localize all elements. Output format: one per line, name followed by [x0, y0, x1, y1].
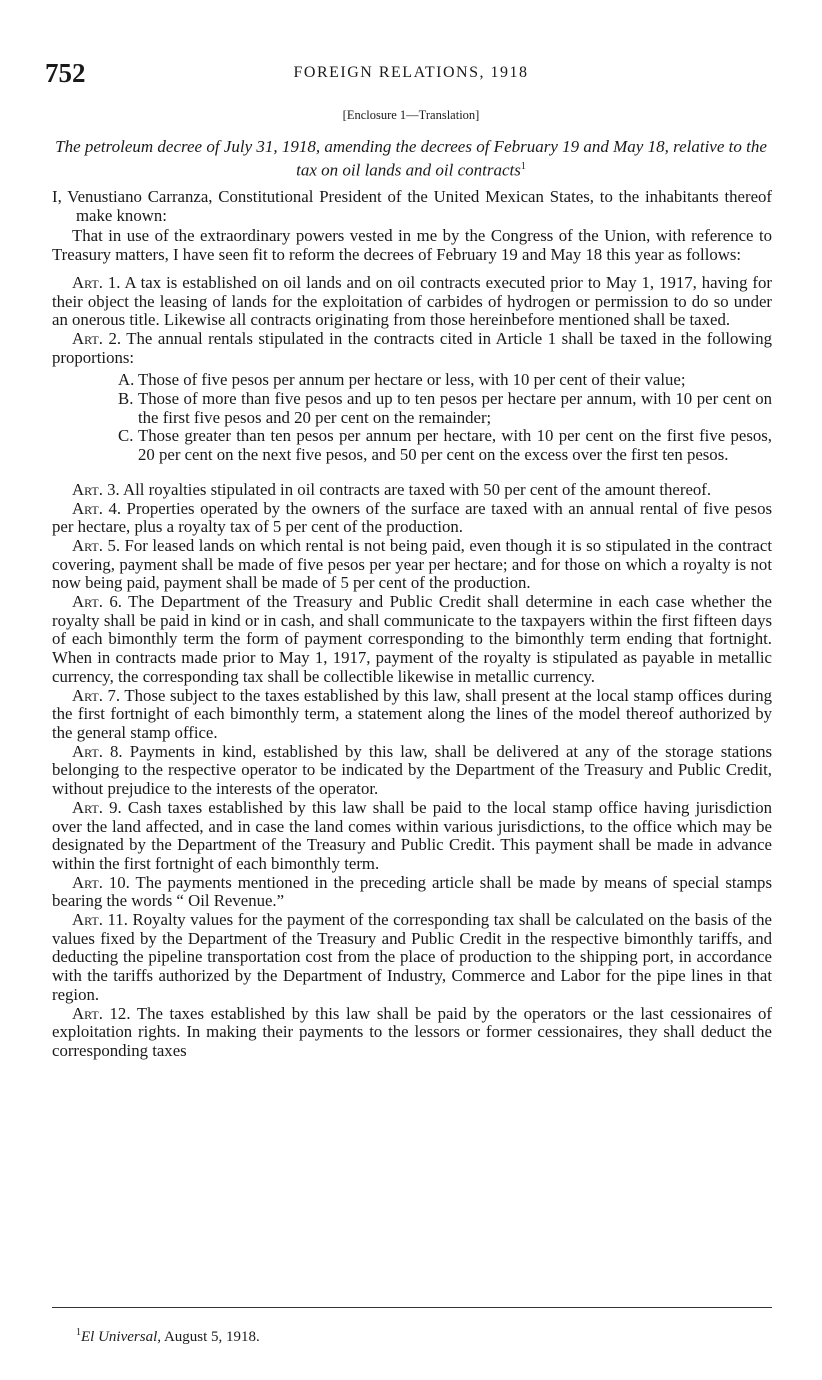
- schedule-item: [118, 371, 772, 390]
- title-footnote-mark: 1: [520, 161, 526, 172]
- document-title: [52, 137, 770, 181]
- schedule-text: Those of more than five pesos and up to ten pesos per hectare per annum, with 10 per cent on the first five pesos and 20 per cent on the remainder;: [138, 389, 772, 427]
- article-4: [52, 500, 772, 537]
- article-label: Art. 6.: [72, 592, 122, 612]
- enclosure-label: [Enclosure 1—Translation]: [342, 108, 480, 122]
- article-label: Art. 10.: [72, 872, 130, 892]
- article-6: [52, 593, 772, 687]
- proclamation: I, Venustiano Carranza, Constitutional President of the United Mexican States, to the inhabitants thereof make known:: [52, 187, 772, 225]
- schedule-letter: A.: [118, 370, 135, 390]
- schedule-item: [118, 427, 772, 464]
- article-label: Art. 11.: [72, 910, 128, 930]
- article-text: For leased lands on which rental is not being paid, even though it is so stipulated in the contract covering, payment shall be made of five pesos per year per hectare; and for those on which a royalty is not now being paid, payment shall be made of 5 per cent of the production.: [52, 535, 772, 593]
- schedule-text: Those of five pesos per annum per hectare or less, with 10 per cent of their value;: [138, 370, 686, 390]
- article-label: Art. 2.: [72, 328, 122, 348]
- article-12: [52, 1005, 772, 1061]
- footnote-source: El Universal,: [81, 1329, 161, 1345]
- article-label: Art. 5.: [72, 535, 121, 555]
- article-text: Properties operated by the owners of the surface are taxed with an annual rental of five pesos per hectare, plus a royalty tax of 5 per cent of the production.: [52, 498, 772, 537]
- footnote-divider: [52, 1307, 772, 1308]
- article-label: Art. 8.: [72, 741, 123, 761]
- article-text: The taxes established by this law shall be paid by the operators or the last cessionaires of exploitation rights. In making their payments to the lessors or former cessionaires, they shall deduct the corresponding taxes: [52, 1003, 772, 1060]
- schedule-text: Those greater than ten pesos per annum per hectare, with 10 per cent on the first five pesos, 20 per cent on the next five pesos, and 50 per cent on the excess over the first ten pesos.: [138, 426, 772, 465]
- article-7: [52, 687, 772, 743]
- article-text: Cash taxes established by this law shall be paid to the local stamp office having jurisdiction over the land affected, and in case the land comes within various jurisdictions, to the office which may be designated by the Department of the Treasury and Public Credit. This payment shall be made in advance within the first fortnight of each bimonthly term.: [52, 797, 772, 873]
- article-text: The payments mentioned in the preceding article shall be made by means of special stamps bearing the words “ Oil Revenue.”: [52, 872, 772, 911]
- article-label: Art. 1.: [72, 272, 121, 292]
- schedule-item: [118, 390, 772, 427]
- article-label: Art. 3.: [72, 479, 120, 499]
- schedule-letter: B.: [118, 389, 134, 409]
- article-label: Art. 9.: [72, 797, 122, 817]
- article-label: Art. 4.: [72, 498, 122, 518]
- article-text: Royalty values for the payment of the corresponding tax shall be calculated on the basis of the values fixed by the Department of the Treasury and Public Credit in the respective bimonthly tariffs, and deducting the pipeline transportation cost from the place of production to the shipping port, in accordance with the tariffs authorized by the Department of Industry, Commerce and Labor for the pipe lines in that region.: [52, 910, 773, 1004]
- schedule-letter: C.: [118, 426, 134, 446]
- article-label: Art. 7.: [72, 685, 121, 705]
- article-8: [52, 743, 772, 799]
- article-2: [52, 330, 772, 367]
- article-10: [52, 874, 772, 911]
- page-number: 752: [45, 58, 86, 88]
- article-11: [52, 911, 772, 1005]
- article-5: [52, 537, 772, 593]
- footnote-date: August 5, 1918.: [163, 1329, 260, 1345]
- article-label: Art. 12.: [72, 1003, 131, 1023]
- article-text: All royalties stipulated in oil contracts are taxed with 50 per cent of the amount thereof.: [123, 479, 712, 499]
- article-text: The annual rentals stipulated in the contracts cited in Article 1 shall be taxed in the following proportions:: [52, 328, 772, 367]
- preamble: That in use of the extraordinary powers vested in me by the Congress of the Union, with reference to Treasury matters, I have seen fit to reform the decrees of February 19 and May 18 this year as follows:: [52, 226, 772, 265]
- article-text: Those subject to the taxes established by this law, shall present at the local stamp offices during the first fortnight of each bimonthly term, a statement along the lines of the model thereof authorized by the general stamp office.: [52, 685, 772, 742]
- document-title-text: The petroleum decree of July 31, 1918, amending the decrees of February 19 and May 18, relative to the tax on oil lands and oil contracts: [55, 137, 767, 180]
- article-text: The Department of the Treasury and Public Credit shall determine in each case whether the royalty shall be paid in kind or in cash, and shall communicate to the taxpayers within the first fifteen days of each bimonthly term the form of payment corresponding to the bimonthly term ending that fortnight. When in contracts made prior to May 1, 1917, payment of the royalty is stipulated as payable in metallic currency, the corresponding tax shall be collectible likewise in metallic currency.: [52, 592, 772, 686]
- article-3: [52, 481, 772, 500]
- article-9: [52, 799, 772, 874]
- rental-schedule: [52, 371, 772, 465]
- article-text: Payments in kind, established by this law, shall be delivered at any of the storage stations belonging to the respective operator to be indicated by the Department of the Treasury and Public Credit, without prejudice to the interests of the operator.: [52, 741, 773, 799]
- running-head: FOREIGN RELATIONS, 1918: [293, 64, 529, 81]
- article-text: A tax is established on oil lands and on oil contracts executed prior to May 1, 1917, having for their object the leasing of lands for the exploitation of carbides of hydrogen or permission to do so under an onerous title. Likewise all contracts originating from those hereinbefore mentioned shall be taxed.: [52, 272, 772, 330]
- footnote-mark: 1: [76, 1327, 81, 1338]
- footnote: [76, 1327, 260, 1346]
- document-body: [52, 188, 772, 1061]
- article-1: [52, 274, 772, 330]
